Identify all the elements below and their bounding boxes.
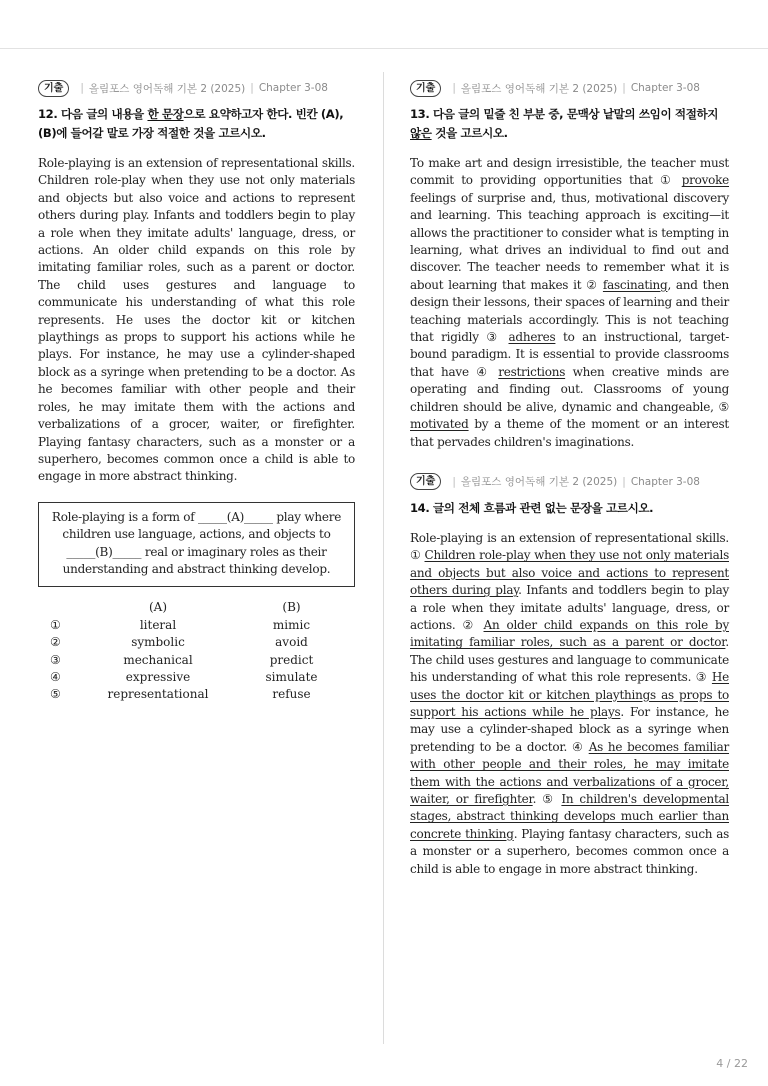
option-row[interactable] bbox=[38, 652, 355, 669]
passage-text: feelings of surprise and, thus, motivational discovery and learning. This teaching approach is exciting—it allows the practitioner to consider what is tempting in learning, what drives an individual to find out and discover. The teacher needs to remember what it is about learning that makes it ② bbox=[410, 190, 729, 292]
question-source bbox=[410, 473, 729, 491]
question-14 bbox=[410, 473, 729, 878]
option-number: ② bbox=[50, 635, 61, 650]
title-text: 것을 고르시오. bbox=[431, 126, 508, 140]
underlined-sentence: In children's developmental stages, abstract thinking develops much earlier than concrete thinking bbox=[410, 792, 730, 841]
right-column bbox=[410, 79, 729, 878]
passage-text: . ⑤ bbox=[532, 792, 562, 806]
separator: | bbox=[452, 475, 456, 488]
option-a: mechanical bbox=[123, 652, 193, 667]
underlined-sentence: An older child expands on this role by imitating familiar roles, such as a parent or doctor bbox=[410, 617, 729, 650]
chapter-label: Chapter 3-08 bbox=[630, 82, 700, 94]
option-number: ⑤ bbox=[50, 687, 61, 702]
passage-text: Role-playing is an extension of representational skills. ① bbox=[410, 530, 729, 563]
passage-text: to an instructional, target-bound paradigm. It is essential to provide classrooms that have ④ bbox=[410, 330, 730, 379]
option-number: ③ bbox=[50, 652, 61, 667]
option-a: expressive bbox=[125, 669, 191, 684]
option-b: refuse bbox=[272, 687, 311, 702]
option-row[interactable] bbox=[38, 617, 355, 634]
separator: | bbox=[452, 82, 456, 94]
chapter-label: Chapter 3-08 bbox=[258, 82, 328, 94]
underlined-word: provoke bbox=[681, 173, 729, 188]
source-badge: 기출 bbox=[410, 473, 441, 490]
option-a: literal bbox=[139, 617, 177, 632]
chapter-label: Chapter 3-08 bbox=[630, 475, 700, 488]
option-number: ④ bbox=[50, 669, 61, 684]
passage-text: . Playing fantasy characters, such as a monster or a superhero, becomes common once a child is able to engage in more abstract thinking. bbox=[410, 826, 730, 876]
header-rule bbox=[0, 48, 768, 49]
source-badge: 기출 bbox=[410, 80, 441, 97]
passage-text: by a theme of the moment or an interest that pervades children's imaginations. bbox=[410, 417, 729, 449]
page-number: 4 / 22 bbox=[716, 1057, 748, 1070]
option-number: ① bbox=[50, 617, 61, 632]
underlined-word: adheres bbox=[508, 330, 556, 345]
separator: | bbox=[80, 82, 84, 94]
underlined-sentence: He uses the doctor kit or kitchen playthings as props to support his actions while he plays bbox=[410, 670, 729, 719]
book-title: 올림포스 영어독해 기본 2 (2025) bbox=[460, 476, 618, 489]
header-a: (A) bbox=[148, 600, 168, 615]
option-a: symbolic bbox=[131, 635, 185, 650]
passage-text: . Infants and toddlers begin to play a role when they imitate adults' language, dress, or actions. ② bbox=[410, 583, 729, 632]
title-text: 으로 요약하고자 한다. 빈칸 (A), (B)에 들어갈 말로 가장 적절한 것을 고르시오. bbox=[38, 107, 344, 140]
passage bbox=[410, 530, 729, 878]
title-text: 13. 다음 글의 밑줄 친 부분 중, 문맥상 낱말의 쓰임이 적절하지 bbox=[410, 107, 719, 121]
underlined-word: restrictions bbox=[498, 364, 566, 379]
title-underline: 한 문장 bbox=[147, 107, 184, 121]
options-header bbox=[38, 599, 355, 616]
question-source bbox=[38, 79, 355, 97]
source-badge: 기출 bbox=[38, 80, 69, 97]
option-b: avoid bbox=[275, 635, 308, 650]
underlined-word: fascinating bbox=[602, 277, 668, 292]
option-b: simulate bbox=[265, 669, 318, 684]
title-underline: 않은 bbox=[410, 126, 432, 140]
passage-text: when creative minds are operating and finding out. Classrooms of young children should be alive, dynamic and changeable, ⑤ bbox=[410, 364, 729, 414]
option-b: mimic bbox=[272, 617, 311, 632]
underlined-sentence: As he becomes familiar with other people and their roles, he may imitate them with the actions and verbalizations of a grocer, waiter, or firefighter bbox=[410, 739, 730, 806]
column-divider bbox=[383, 72, 384, 1044]
option-b: predict bbox=[269, 652, 314, 667]
option-row[interactable] bbox=[38, 686, 355, 703]
passage-text: . The child uses gestures and language to communicate his understanding of what this role represents. ③ bbox=[410, 635, 729, 685]
question-title: 14. 글의 전체 흐름과 관련 없는 문장을 고르시오. bbox=[410, 500, 654, 515]
passage bbox=[410, 155, 729, 451]
title-text: 12. 다음 글의 내용을 bbox=[38, 107, 148, 121]
passage-text: . For instance, he may use a cylinder-shaped block as a syringe when pretending to be a doctor. ④ bbox=[410, 704, 729, 754]
summary-box: Role-playing is a form of _____(A)_____ play where children use language, actions, and objects to _____(B)_____ real or imaginary roles as their understanding and abstract thinking develop. bbox=[38, 502, 355, 588]
underlined-sentence: Children role-play when they use not only materials and objects but also voice and actions to represent others during play bbox=[410, 548, 729, 598]
question-13 bbox=[410, 79, 729, 451]
passage: Role-playing is an extension of representational skills. Children role-play when they use not only materials and objects but also voice and actions to represent others during play. Infants and toddlers begin to play a role when they imitate adults' language, dress, or actions. An older child expands on this role by imitating familiar roles, such as a parent or doctor. The child uses gestures and language to communicate his understanding of what this role represents. He uses the doctor kit or kitchen playthings as props to support his actions while he plays. For instance, he may use a cylinder-shaped block as a syringe when pretending to be a doctor. As he becomes familiar with other people and their roles, he may imitate them with the actions and verbalizations of a grocer, waiter, or firefighter. Playing fantasy characters, such as a monster or a superhero, becomes common once a child is able to engage in more abstract thinking. bbox=[38, 156, 355, 484]
question-title bbox=[410, 105, 729, 143]
separator: | bbox=[250, 82, 254, 94]
separator: | bbox=[622, 475, 626, 488]
question-source bbox=[410, 79, 729, 97]
question-12 bbox=[38, 79, 355, 704]
option-row[interactable] bbox=[38, 634, 355, 651]
underlined-word: motivated bbox=[410, 417, 469, 432]
header-b: (B) bbox=[282, 600, 301, 615]
option-a: representational bbox=[107, 687, 209, 702]
book-title: 올림포스 영어독해 기본 2 (2025) bbox=[88, 82, 246, 95]
option-row[interactable] bbox=[38, 669, 355, 686]
passage-text: , and then design their lessons, their spaces of learning and their teaching materials accordingly. This is not teaching that rigidly ③ bbox=[410, 277, 729, 345]
book-title: 올림포스 영어독해 기본 2 (2025) bbox=[460, 82, 618, 95]
question-title bbox=[38, 105, 355, 143]
passage-text: To make art and design irresistible, the teacher must commit to providing opportunities that ① bbox=[410, 156, 729, 188]
separator: | bbox=[622, 82, 626, 94]
answer-options bbox=[38, 599, 355, 703]
